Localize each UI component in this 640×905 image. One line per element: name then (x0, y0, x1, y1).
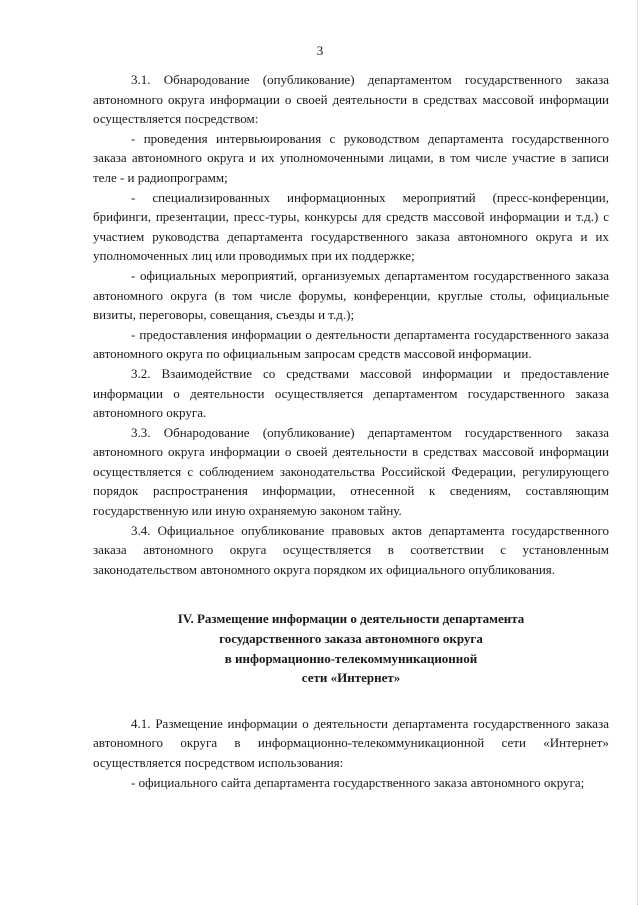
paragraph-4-1: 4.1. Размещение информации о деятельности департамента государственного заказа автономного округа в информационно-телекоммуникационной сети «Интернет» осуществляется посредством использования: (93, 715, 609, 770)
paragraph-3-2: 3.2. Взаимодействие со средствами массовой информации и предоставление информации о деятельности осуществляется департаментом государственного заказа автономного округа. (93, 365, 609, 421)
list-item-interviews: - проведения интервьюирования с руководством департамента государственного заказа автономного округа и их уполномоченными лицами, в том числе участие в записи теле - и радиопрограмм; (93, 130, 609, 185)
list-item-official-events: - официальных мероприятий, организуемых департаментом государственного заказа автономного округа (в том числе форумы, конференции, круглые столы, официальные визиты, переговоры, совещания, съезды и т.д.); (93, 267, 609, 323)
list-item-special-events: - специализированных информационных мероприятий (пресс-конференции, брифинги, презентации, пресс-туры, конкурсы для средств массовой информации и т.д.) с участием руководства департамента государственного заказа автономного округа и их уполномоченных лиц или проводимых при их поддержке; (93, 189, 609, 264)
heading-line: государственного заказа автономного округа (219, 631, 483, 647)
list-item-official-site: - официального сайта департамента государственного заказа автономного округа; (131, 774, 585, 790)
section-heading-iv (93, 609, 609, 687)
page-number: 3 (316, 43, 324, 58)
list-item-media-requests: - предоставления информации о деятельности департамента государственного заказа автономного округа по официальным запросам средств массовой информации. (93, 326, 609, 362)
paragraph-3-4: 3.4. Официальное опубликование правовых актов департамента государственного заказа автономного округа осуществляется в соответствии с установленным законодательством автономного округа порядком их официального опубликования. (93, 522, 609, 577)
heading-line: сети «Интернет» (301, 670, 401, 686)
document-body (93, 70, 609, 792)
heading-line: в информационно-телекоммуникационной (224, 650, 478, 666)
scan-edge (636, 0, 638, 905)
heading-line: IV. Размещение информации о деятельности департамента (177, 611, 525, 627)
paragraph-3-1: 3.1. Обнародование (опубликование) департаментом государственного заказа автономного округа информации о своей деятельности в средствах массовой информации осуществляется посредством: (93, 72, 609, 127)
paragraph-3-3: 3.3. Обнародование (опубликование) департаментом государственного заказа автономного округа информации о своей деятельности в средствах массовой информации осуществляется с соблюдением законодательства Российской Федерации, регулирующего порядок распространения информации, отнесенной к сведениям, составляющим государственную или иную охраняемую законом тайну. (93, 424, 609, 519)
